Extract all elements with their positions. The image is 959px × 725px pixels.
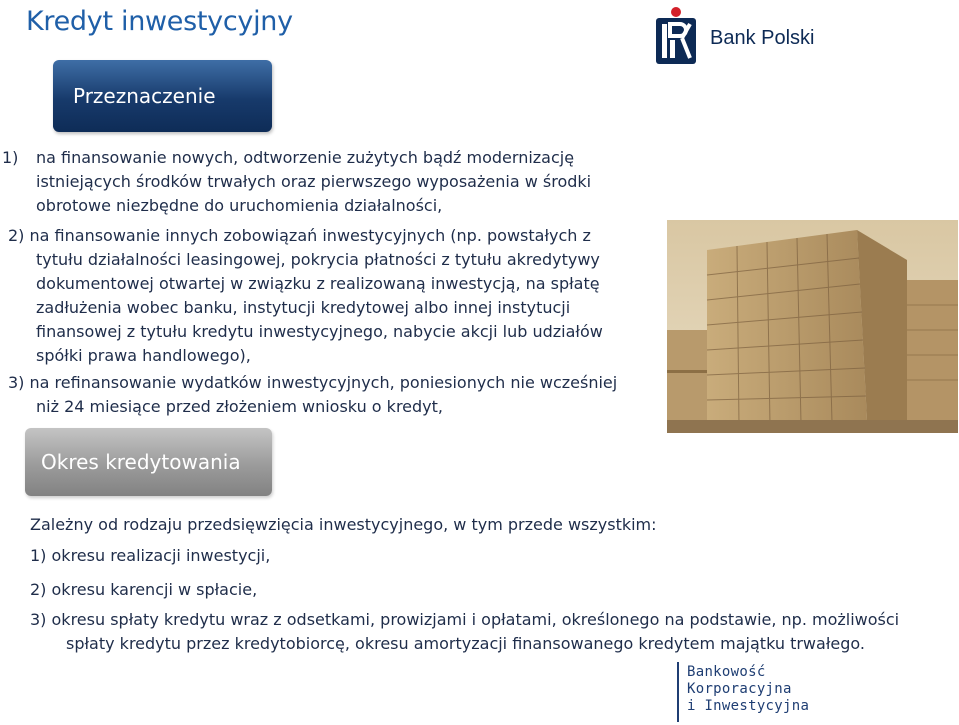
section-purpose-header: [53, 60, 272, 132]
purpose-item-2-line: zadłużenia wobec banku, instytucji kredytowej albo innej instytucji: [36, 298, 571, 317]
purpose-item-1-line: na finansowanie nowych, odtworzenie zużytych bądź modernizację: [36, 148, 575, 167]
footer-line-2: Korporacyjna: [687, 681, 792, 697]
pko-logo-icon: [654, 6, 698, 66]
footer-line-3: i Inwestycyjna: [687, 698, 810, 714]
purpose-item-1-line: istniejących środków trwałych oraz pierwszego wyposażenia w środki: [36, 172, 592, 191]
purpose-item-3: [8, 371, 638, 419]
footer-divider: [677, 662, 679, 722]
purpose-item-2-line: tytułu działalności leasingowej, pokrycia płatności z tytułu akredytywy: [36, 250, 600, 269]
purpose-item-2-line: 2) na finansowanie innych zobowiązań inwestycyjnych (np. powstałych z: [8, 226, 591, 245]
purpose-item-2-line: dokumentowej otwartej w związku z realizowaną inwestycją, na spłatę: [36, 274, 600, 293]
purpose-item-2-line: spółki prawa handlowego),: [36, 346, 251, 365]
period-intro: Zależny od rodzaju przedsięwzięcia inwestycyjnego, w tym przede wszystkim:: [30, 515, 657, 534]
period-item-3-line-2: spłaty kredytu przez kredytobiorcę, okresu amortyzacji finansowanego kredytem majątku trwałego.: [66, 634, 865, 653]
section-period-label: Okres kredytowania: [41, 450, 241, 474]
period-item-1: 1) okresu realizacji inwestycji,: [30, 546, 271, 565]
purpose-item-2-line: finansowej z tytułu kredytu inwestycyjnego, nabycie akcji lub udziałów: [36, 322, 603, 341]
section-purpose-label: Przeznaczenie: [73, 84, 216, 108]
period-item-2: 2) okresu karencji w spłacie,: [30, 580, 258, 599]
brand-name: Bank Polski: [710, 27, 815, 49]
purpose-item-1: [2, 146, 638, 218]
purpose-item-2: [8, 224, 638, 368]
purpose-item-1-number: 1): [2, 148, 19, 167]
footer-department: [687, 664, 809, 715]
purpose-item-1-line: obrotowe niezbędne do uruchomienia działalności,: [36, 196, 443, 215]
section-period-header: [25, 428, 272, 496]
period-item-3: [30, 608, 930, 656]
footer-line-1: Bankowość: [687, 664, 766, 680]
purpose-item-3-line: 3) na refinansowanie wydatków inwestycyjnych, poniesionych nie wcześniej: [8, 373, 618, 392]
building-photo: [667, 220, 958, 433]
purpose-item-3-line: niż 24 miesiące przed złożeniem wniosku o kredyt,: [36, 397, 443, 416]
page-title: Kredyt inwestycyjny: [26, 6, 293, 37]
period-item-3-line-1: 3) okresu spłaty kredytu wraz z odsetkami, prowizjami i opłatami, określonego na podstawie, np. możliwości: [30, 610, 900, 629]
